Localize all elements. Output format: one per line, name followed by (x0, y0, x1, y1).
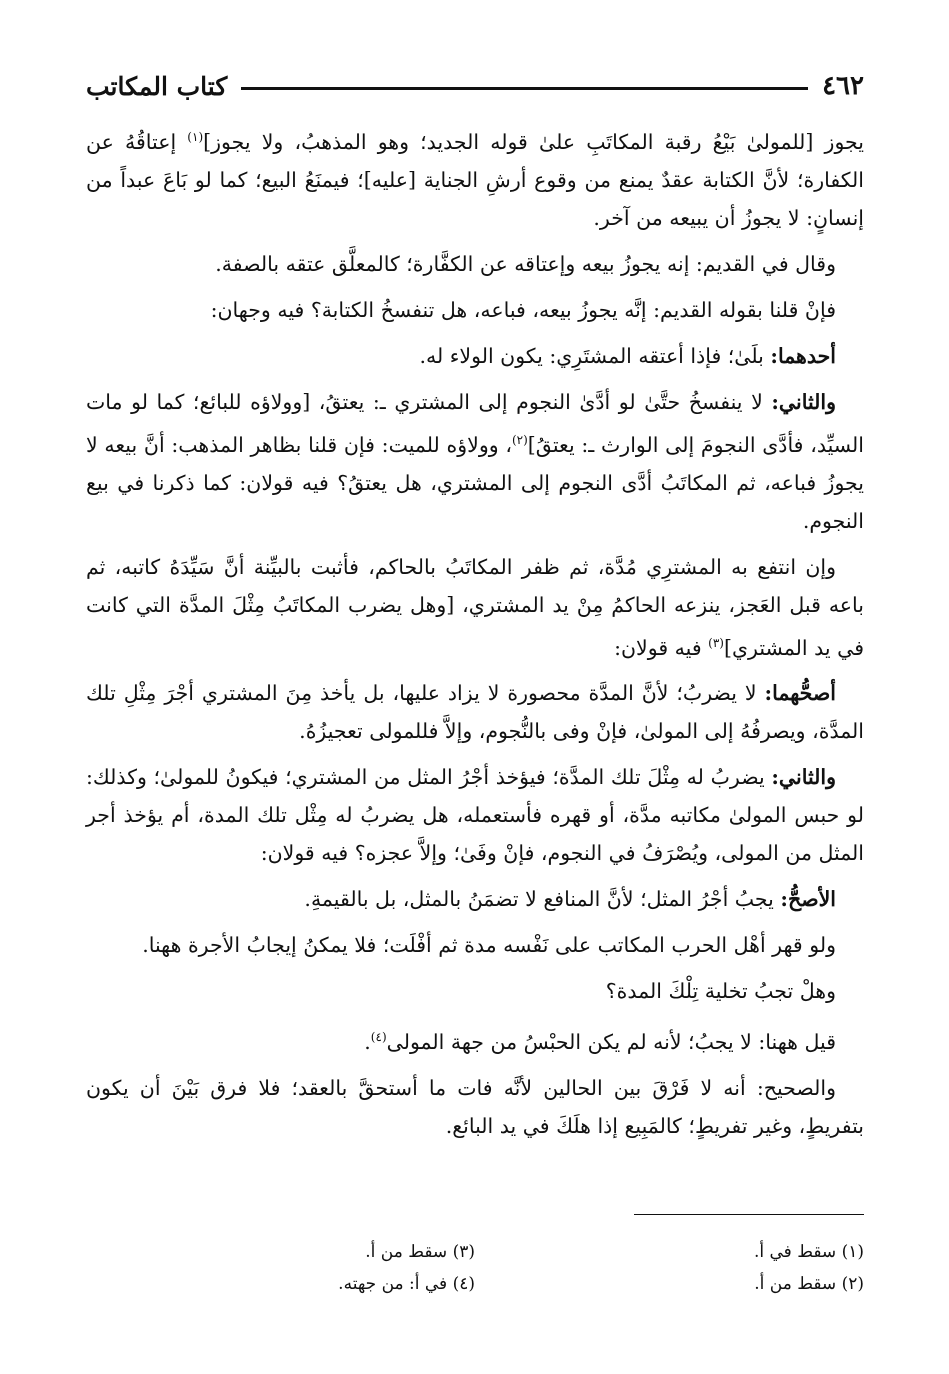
paragraph-text-cont: . (364, 1030, 371, 1055)
chapter-title: كتاب المكاتب (86, 71, 228, 101)
paragraph-1 (86, 118, 864, 237)
footnote-1: (١) سقط في أ. (753, 1242, 864, 1262)
footnote-divider (634, 1214, 864, 1215)
footnotes (86, 1236, 864, 1300)
paragraph-text-cont: إعتاقُهُ عن الكفارة؛ لأنَّ الكتابة عقدٌ يمنع من وقوع أرشِ الجناية [عليه]؛ فيمنَعُ البيع؛ كما لو بَاعَ عبداً من إنسانٍ: لا يجوزُ أن يبيعه من آخر. (86, 129, 864, 230)
paragraph-9 (86, 880, 864, 918)
paragraph-text: وإن انتفع به المشترِي مُدَّة، ثم ظفر المكاتَبُ بالحاكم، فأثبت بالبيِّنة أنَّ سَيِّدَهُ كاتبه، ثم باعه قبل العَجز، ينزعه الحاكمُ مِنْ يد المشتري، [وهل يضرب المكاتَبُ مِثْلَ المدَّة التي كانت في يد المشتري] (86, 554, 864, 660)
footnote-ref-2[interactable]: (٢) (511, 432, 528, 447)
paragraph-text: قيل ههنا: لا يجبُ؛ لأنه لم يكن الحبْسُ من جهة المولى (386, 1030, 836, 1055)
paragraph-lead: أحدهما: (770, 343, 836, 368)
paragraph-lead: والثاني: (771, 389, 836, 414)
header-rule (241, 87, 808, 90)
paragraph-3 (86, 291, 864, 329)
paragraph-4 (86, 337, 864, 375)
paragraph-text-cont: فيه قولان: (614, 635, 709, 660)
paragraph-5 (86, 383, 864, 540)
paragraph-text: والصحيح: أنه لا فَرْقَ بين الحالين لأنَّه فات ما أستحقَّ بالعقد؛ فلا فرق بَيْنَ أن يكون بتفريطٍ، وغير تفريطٍ؛ كالمَبِيع إذا هلَكَ في يد البائع. (86, 1076, 864, 1139)
paragraph-text: لا ينفسخُ حتَّىٰ لو أدَّىٰ النجوم إلى المشتري ـ: يعتقُ، [وولاؤه للبائع؛ كما لو مات السيِّد، فأدَّى النجومَ إلى الوارث ـ: يعتقُ] (86, 389, 864, 457)
footnote-4: (٤) في أ: من جهته. (338, 1274, 475, 1294)
paragraph-text: بلَىٰ؛ فإذا أعتقه المشتَرِي: يكون الولاء له. (419, 343, 771, 368)
paragraph-lead: والثاني: (771, 765, 836, 790)
paragraph-2 (86, 245, 864, 283)
paragraph-text: وقال في القديم: إنه يجوزُ بيعه وإعتاقه عن الكفَّارة؛ كالمعلَّق عتقه بالصفة. (215, 251, 836, 276)
paragraph-10 (86, 926, 864, 964)
paragraph-text: يضربُ له مِثْلَ تلك المدَّة؛ فيؤخذ أجْرُ المثل من المشتري؛ فيكونُ للمولىٰ؛ وكذلك: لو حبس المولىٰ مكاتبه مدَّة، أو قهره فأستعمله، هل يضربُ له مِثْل تلك المدة، أم يؤخذ أجر المثل من المولى، ويُصْرَفُ في النجوم، فإنْ وفَىٰ؛ وإلاَّ عجزه؟ فيه قولان: (86, 765, 864, 866)
paragraph-7 (86, 674, 864, 750)
page-header (86, 64, 864, 108)
paragraph-lead: أصحُّهما: (764, 681, 836, 706)
paragraph-13 (86, 1069, 864, 1145)
footnote-ref-1[interactable]: (١) (187, 130, 204, 144)
footnote-ref-3[interactable]: (٣) (708, 635, 724, 650)
book-page (86, 64, 864, 1294)
paragraph-11 (86, 972, 864, 1010)
paragraph-lead: الأصحُّ: (780, 887, 836, 912)
paragraph-12 (86, 1018, 864, 1061)
paragraph-text: فإنْ قلنا بقوله القديم: إنَّه يجوزُ بيعه، فباعه، هل تنفسخُ الكتابة؟ فيه وجهان: (210, 297, 836, 322)
paragraph-text-cont: ، وولاؤه للميت: فإن قلنا بظاهر المذهب: أنَّ بيعه لا يجوزُ فباعه، ثم المكاتَبُ أدَّى النجوم إلى المشتري، هل يعتقُ؟ فيه قولان: كما ذكرنا في بيع النجوم. (86, 432, 864, 533)
paragraph-text: يجوز [للمولىٰ بَيْعُ رقبة المكاتَبِ علىٰ قوله الجديد؛ وهو المذهبُ، ولا يجوز] (203, 129, 864, 154)
paragraph-text: ولو قهر أهْل الحرب المكاتب على نَفْسه مدة ثم أفْلَت؛ فلا يمكنُ إيجابُ الأجرة ههنا. (142, 933, 836, 958)
paragraph-text: وهلْ تجبُ تخلية تِلْكَ المدة؟ (605, 979, 836, 1004)
paragraph-8 (86, 758, 864, 872)
paragraph-text: يجبُ أجْرُ المثل؛ لأنَّ المنافع لا تضمَنُ بالمثل، بل بالقيمةِ. (304, 887, 781, 912)
body-text (86, 118, 864, 1145)
footnote-3: (٣) سقط من أ. (365, 1242, 475, 1262)
footnote-2: (٢) سقط من أ. (754, 1274, 864, 1294)
footnote-ref-4[interactable]: (٤) (370, 1030, 387, 1045)
page-number: ٤٦٢ (822, 71, 864, 101)
paragraph-6 (86, 548, 864, 667)
paragraph-text: لا يضربُ؛ لأنَّ المدَّة محصورة لا يزاد عليها، بل يأخذ مِنَ المشتري أجْرَ مِثْلِ تلك المدَّة، ويصرفُهُ إلى المولىٰ، فإنْ وفى بالنُّجوم، وإلاَّ فللمولى تعجيزُهُ. (86, 681, 864, 744)
